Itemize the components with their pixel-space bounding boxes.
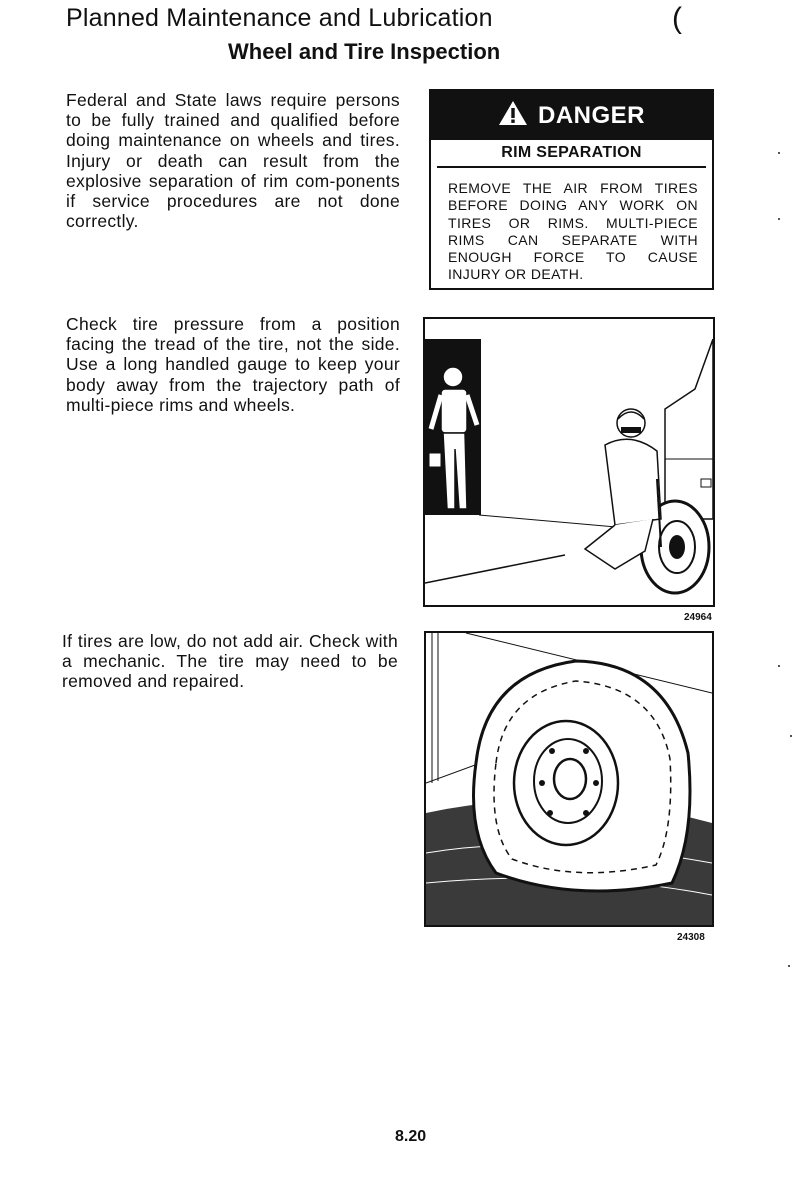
page-number: 8.20 <box>395 1128 427 1145</box>
section-title: Planned Maintenance and Lubrication <box>66 4 493 32</box>
danger-header <box>431 91 712 140</box>
flat-tire-drawing <box>474 661 691 891</box>
low-tires-paragraph: If tires are low, do not add air. Check with a mechanic. The tire may need to be removed and repaired. <box>62 631 398 692</box>
pressure-check-illustration <box>423 317 715 607</box>
figure-number-24308: 24308 <box>677 932 705 943</box>
truck-cab-outline <box>665 339 713 519</box>
margin-mark: ( <box>672 2 682 35</box>
danger-message: REMOVE THE AIR FROM TIRES BEFORE DOING ANY WORK ON TIRES OR RIMS. MULTI-PIECE RIMS CAN SEPARATE WITH ENOUGH FORCE TO CAUSE INJURY OR DEATH. <box>448 180 698 283</box>
danger-box <box>429 89 714 290</box>
figure-number-24964: 24964 <box>684 612 712 623</box>
flat-tire-illustration <box>424 631 714 927</box>
intro-paragraph: Federal and State laws require persons to be fully trained and qualified before doing maintenance on wheels and tires. Injury or death can result from the explosive separation of rim com-ponents if service procedures are not done correctly. <box>66 90 400 232</box>
danger-hazard-title: RIM SEPARATION <box>437 140 706 168</box>
margin-dot <box>778 152 780 154</box>
margin-dot <box>778 218 780 220</box>
check-pressure-paragraph: Check tire pressure from a position facing the tread of the tire, not the side. Use a long handled gauge to keep your body away from the trajectory path of multi-piece rims and wheels. <box>66 314 400 415</box>
danger-signal-word: DANGER <box>537 101 645 129</box>
margin-dot <box>788 965 790 967</box>
margin-dot <box>790 735 792 737</box>
warning-triangle-icon <box>498 100 528 131</box>
page-subtitle: Wheel and Tire Inspection <box>228 39 501 64</box>
margin-dot <box>778 665 780 667</box>
